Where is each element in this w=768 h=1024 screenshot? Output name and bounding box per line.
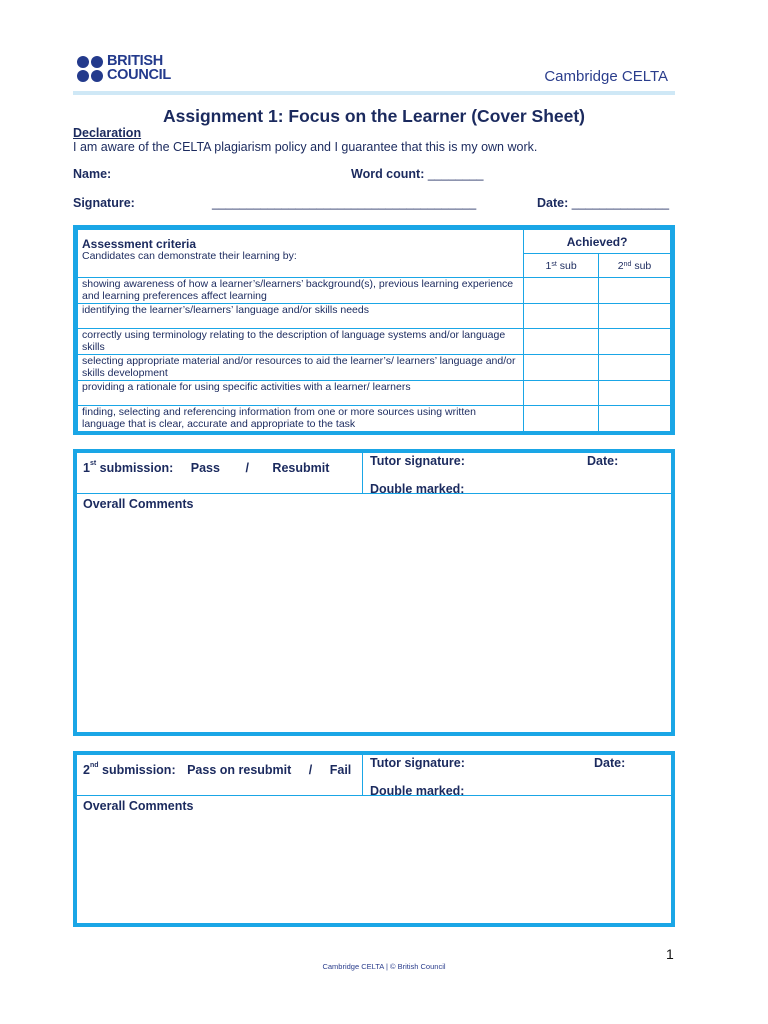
second-sub-checkbox-cell[interactable] xyxy=(599,381,671,406)
option-separator: / xyxy=(308,763,313,777)
criterion-text: providing a rationale for using specific activities with a learner/ learners xyxy=(78,381,524,406)
declaration-heading: Declaration xyxy=(73,126,142,140)
tutor-signature-label: Tutor signature: xyxy=(370,756,465,770)
page-number: 1 xyxy=(666,946,674,962)
logo-line-2: COUNCIL xyxy=(107,66,171,83)
tutor-signature-label: Tutor signature: xyxy=(370,454,465,468)
page-footer: Cambridge CELTA | © British Council xyxy=(322,962,446,971)
logo-line-1: BRITISH xyxy=(107,53,163,69)
criteria-table xyxy=(77,229,671,432)
pass-option[interactable]: Pass xyxy=(190,461,220,475)
overall-comments-label: Overall Comments xyxy=(83,497,194,511)
second-sub-checkbox-cell[interactable] xyxy=(599,278,671,304)
second-sub-checkbox-cell[interactable] xyxy=(599,304,671,329)
header-course-name: Cambridge CELTA xyxy=(544,68,668,85)
page-title: Assignment 1: Focus on the Learner (Cover Sheet) xyxy=(162,106,586,126)
declaration-text: I am aware of the CELTA plagiarism policy and I guarantee that this is my own work. xyxy=(73,140,538,154)
date-line: ______________ xyxy=(571,196,670,210)
option-separator: / xyxy=(245,461,249,475)
first-sub-checkbox-cell[interactable] xyxy=(524,406,599,432)
first-sub-checkbox-cell[interactable] xyxy=(524,355,599,381)
first-sub-checkbox-cell[interactable] xyxy=(524,278,599,304)
word-count-line: ________ xyxy=(427,167,484,181)
fail-option[interactable]: Fail xyxy=(329,763,352,777)
word-count-field[interactable] xyxy=(351,167,483,181)
double-marked-label: Double marked: xyxy=(370,482,465,496)
signature-label: Signature: xyxy=(73,196,135,210)
achieved-header: Achieved? xyxy=(524,230,671,254)
logo-dots-icon xyxy=(77,56,103,82)
criteria-table-box xyxy=(73,225,675,435)
first-submission-result: 1st submission: Pass / Resubmit xyxy=(77,453,363,494)
criterion-text: showing awareness of how a learner’s/learners’ background(s), previous learning experience and learning preferences affect learning xyxy=(78,278,524,304)
second-sub-checkbox-cell[interactable] xyxy=(599,329,671,355)
overall-comments-label: Overall Comments xyxy=(83,799,194,813)
table-row xyxy=(78,406,671,432)
second-sub-header: 2nd sub xyxy=(599,254,671,278)
name-label: Name: xyxy=(73,167,112,181)
signature-line[interactable]: ______________________________________ xyxy=(212,196,477,210)
page-header xyxy=(73,52,675,96)
tutor-date-label: Date: xyxy=(587,454,619,468)
first-sub-checkbox-cell[interactable] xyxy=(524,304,599,329)
resubmit-option[interactable]: Resubmit xyxy=(272,461,330,475)
criterion-text: selecting appropriate material and/or resources to aid the learner’s/ learners’ language and/or skills development xyxy=(78,355,524,381)
criteria-heading: Assessment criteria xyxy=(82,237,197,251)
second-sub-checkbox-cell[interactable] xyxy=(599,406,671,432)
first-sub-header: 1st sub xyxy=(524,254,599,278)
table-row xyxy=(78,278,671,304)
word-count-label: Word count: xyxy=(351,167,425,181)
table-row xyxy=(78,355,671,381)
table-row xyxy=(78,381,671,406)
first-sub-checkbox-cell[interactable] xyxy=(524,329,599,355)
table-row xyxy=(78,329,671,355)
criterion-text: correctly using terminology relating to the description of language systems and/or language skills xyxy=(78,329,524,355)
pass-on-resubmit-option[interactable]: Pass on resubmit xyxy=(187,763,292,777)
tutor-date-label: Date: xyxy=(594,756,626,770)
second-submission-result: 2nd submission: Pass on resubmit / Fail xyxy=(77,755,363,796)
header-divider xyxy=(73,91,675,95)
first-sub-checkbox-cell[interactable] xyxy=(524,381,599,406)
british-council-logo xyxy=(77,55,171,82)
date-label: Date: xyxy=(537,196,569,210)
second-sub-checkbox-cell[interactable] xyxy=(599,355,671,381)
second-submission-box xyxy=(73,751,675,927)
date-field[interactable] xyxy=(537,196,669,210)
criteria-header-cell xyxy=(78,230,524,278)
criterion-text: identifying the learner’s/learners’ language and/or skills needs xyxy=(78,304,524,329)
criterion-text: finding, selecting and referencing information from one or more sources using written language that is clear, accurate and appropriate to the task xyxy=(78,406,524,432)
first-submission-box xyxy=(73,449,675,736)
table-row xyxy=(78,304,671,329)
criteria-intro: Candidates can demonstrate their learning by: xyxy=(82,250,297,262)
double-marked-label: Double marked: xyxy=(370,784,465,798)
